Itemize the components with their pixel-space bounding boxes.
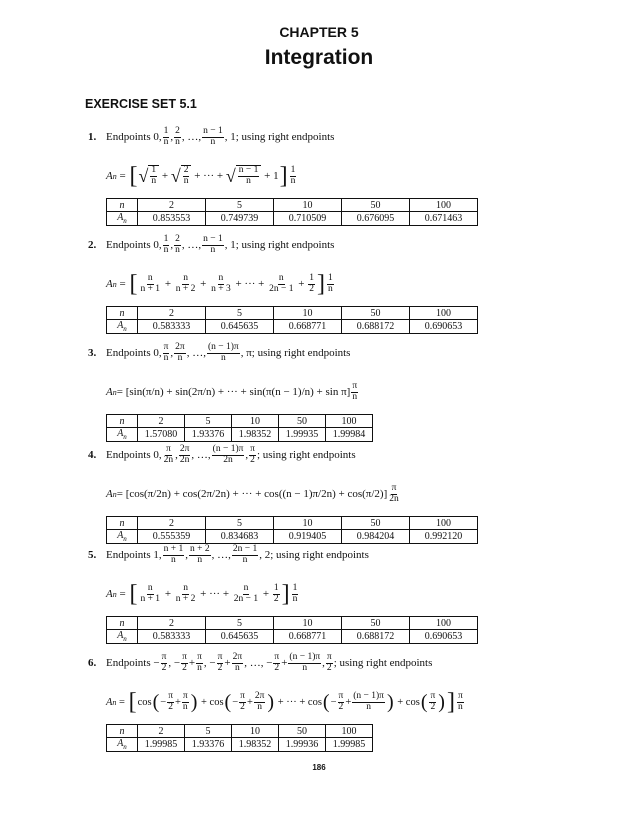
exercise-3: 3. Endpoints 0, $\frac{\pi}{n}$ , $\frac{2\pi}{n}$ , …, $\frac{(n - 1)\pi}{n}$ , π ; using right endpoints A n = [sin(π/n) + sin(2π/n) + ··· + sin(π(n − 1)/n) + sin π] $\frac{\pi}{n}$ n 2 5 10 50 100 $A_n$ 1.57080 1.93376 1.98352 1.99935 1.99984 <box>88 336 568 442</box>
exercise-number: 5. <box>88 549 97 561</box>
exercise-number: 1. <box>88 131 97 143</box>
exercise-tail: ; using right endpoints <box>251 347 351 359</box>
exercise-number: 4. <box>88 449 97 461</box>
page-number: 186 <box>312 763 326 772</box>
exercise-tail: ; using right endpoints <box>270 549 369 561</box>
chapter-title: Integration <box>264 46 374 69</box>
results-table: n 2 5 10 50 100 $A_n$ 1.99985 1.93376 1.98352 1.99936 1.99985 <box>106 724 373 752</box>
exercise-intro: Endpoints 0, <box>106 131 162 143</box>
exercise-4: 4. Endpoints 0, $\frac{\pi}{2n}$ , $\frac{2\pi}{2n}$ , …, $\frac{(n - 1)\pi}{2n}$ , $\frac{\pi}{2}$ ; using right endpoints A n = [cos(π/2n) + cos(2π/2n) + ··· + cos((n − 1)π/2n) + cos(π/2)] $\frac{\pi}{2n}$ n 2 5 10 50 100 $A_n$ 0.555359 0.834683 0.919405 0.984204 0.992120 <box>88 438 568 544</box>
exercise-intro: Endpoints 0, <box>106 239 162 251</box>
formula: A n = [ $\frac{n}{n + 1}$ + $\frac{n}{n + 2}$ + $\frac{n}{n + 3}$ + ··· + $\frac{n}{2n - 1}$ + $\frac{1}{2}$ ] $\frac{1}{n}$ <box>106 271 333 297</box>
exercise-tail: ; using right endpoints <box>235 131 335 143</box>
exercise-6: 6. Endpoints − $\frac{\pi}{2}$ , − $\frac{\pi}{2}$ + $\frac{\pi}{n}$ , − $\frac{\pi}{2}$ + $\frac{2\pi}{n}$ , …, − $\frac{\pi}{2}$ + $\frac{(n - 1)\pi}{n}$ , $\frac{\pi}{2}$ ; using right endpoints A n = [ cos ( − $\frac{\pi}{2}$ + $\frac{\pi}{n}$ ) + cos ( − $\frac{\pi}{2}$ + $\frac{2\pi}{n}$ ) + ··· + cos ( − $\frac{\pi}{2}$ + $\frac{(n - 1)\pi}{n}$ ) + cos ( $\frac{\pi}{2}$ ) ] $\frac{\pi}{n}$ n 2 5 10 50 100 $A_n$ 1.99985 1.93376 1.98352 1.99936 1.99985 <box>88 646 578 752</box>
chapter-label: CHAPTER 5 <box>279 24 359 40</box>
exercise-number: 3. <box>88 347 97 359</box>
formula: A n = [sin(π/n) + sin(2π/n) + ··· + sin(π(n − 1)/n) + sin π] $\frac{\pi}{n}$ <box>106 380 358 402</box>
formula: A n = [ √ $\frac{1}{n}$ + √ $\frac{2}{n}$ + ··· + √ $\frac{n - 1}{n}$ + 1 ] $\frac{1}{n}$ <box>106 163 296 189</box>
formula: A n = [ $\frac{n}{n + 1}$ + $\frac{n}{n + 2}$ + ··· + $\frac{n}{2n - 1}$ + $\frac{1}{2}$ ] $\frac{1}{n}$ <box>106 581 298 607</box>
endpoint-frac: $\frac{1}{n}$ <box>163 125 169 147</box>
exercise-intro: Endpoints 0, <box>106 347 162 359</box>
exercise-tail: ; using right endpoints <box>256 449 356 461</box>
results-table: n 2 5 10 50 100 $A_n$ 0.583333 0.645635 0.668771 0.688172 0.690653 <box>106 616 478 644</box>
exercise-1: 1. Endpoints 0, $\frac{1}{n}$ , $\frac{2}{n}$ , …, $\frac{n - 1}{n}$ , 1 ; using right endpoints A n = [ √ $\frac{1}{n}$ + √ $\frac{2}{n}$ + ··· + √ $\frac{n - 1}{n}$ + 1 ] $\frac{1}{n}$ n 2 5 10 50 100 $A_n$ 0.853553 0.749739 0.710509 0.676095 0.671463 <box>88 120 568 226</box>
exercise-tail: ; using right endpoints <box>235 239 335 251</box>
exercise-number: 6. <box>88 657 97 669</box>
exercise-intro: Endpoints 0, <box>106 449 162 461</box>
results-table: n 2 5 10 50 100 $A_n$ 0.853553 0.749739 0.710509 0.676095 0.671463 <box>106 198 478 226</box>
exercise-2: 2. Endpoints 0, $\frac{1}{n}$ , $\frac{2}{n}$ , …, $\frac{n - 1}{n}$ , 1 ; using right endpoints A n = [ $\frac{n}{n + 1}$ + $\frac{n}{n + 2}$ + $\frac{n}{n + 3}$ + ··· + $\frac{n}{2n - 1}$ + $\frac{1}{2}$ ] $\frac{1}{n}$ n 2 5 10 50 100 $A_n$ 0.583333 0.645635 0.668771 0.688172 0.690653 <box>88 228 568 334</box>
exercise-number: 2. <box>88 239 97 251</box>
endpoint-frac: $\frac{n - 1}{n}$ <box>203 125 223 147</box>
exercise-set-heading: EXERCISE SET 5.1 <box>85 97 197 111</box>
results-table: n 2 5 10 50 100 $A_n$ 0.555359 0.834683 0.919405 0.984204 0.992120 <box>106 516 478 544</box>
exercise-intro: Endpoints − <box>106 657 160 669</box>
exercise-intro: Endpoints 1, <box>106 549 162 561</box>
endpoint-frac: $\frac{2}{n}$ <box>175 125 180 147</box>
formula: A n = [cos(π/2n) + cos(2π/2n) + ··· + cos((n − 1)π/2n) + cos(π/2)] $\frac{\pi}{2n}$ <box>106 482 399 504</box>
exercise-5: 5. Endpoints 1, $\frac{n + 1}{n}$ , $\frac{n + 2}{n}$ , …, $\frac{2n - 1}{n}$ , 2 ; using right endpoints A n = [ $\frac{n}{n + 1}$ + $\frac{n}{n + 2}$ + ··· + $\frac{n}{2n - 1}$ + $\frac{1}{2}$ ] $\frac{1}{n}$ n 2 5 10 50 100 $A_n$ 0.583333 0.645635 0.668771 0.688172 0.690653 <box>88 538 568 644</box>
results-table: n 2 5 10 50 100 $A_n$ 0.583333 0.645635 0.668771 0.688172 0.690653 <box>106 306 478 334</box>
formula: A n = [ cos ( − $\frac{\pi}{2}$ + $\frac{\pi}{n}$ ) + cos ( − $\frac{\pi}{2}$ + $\frac{2\pi}{n}$ ) + ··· + cos ( − $\frac{\pi}{2}$ + $\frac{(n - 1)\pi}{n}$ ) + cos ( $\frac{\pi}{2}$ ) ] $\frac{\pi}{n}$ <box>106 689 463 715</box>
results-table: n 2 5 10 50 100 $A_n$ 1.57080 1.93376 1.98352 1.99935 1.99984 <box>106 414 373 442</box>
exercise-tail: ; using right endpoints <box>333 657 433 669</box>
